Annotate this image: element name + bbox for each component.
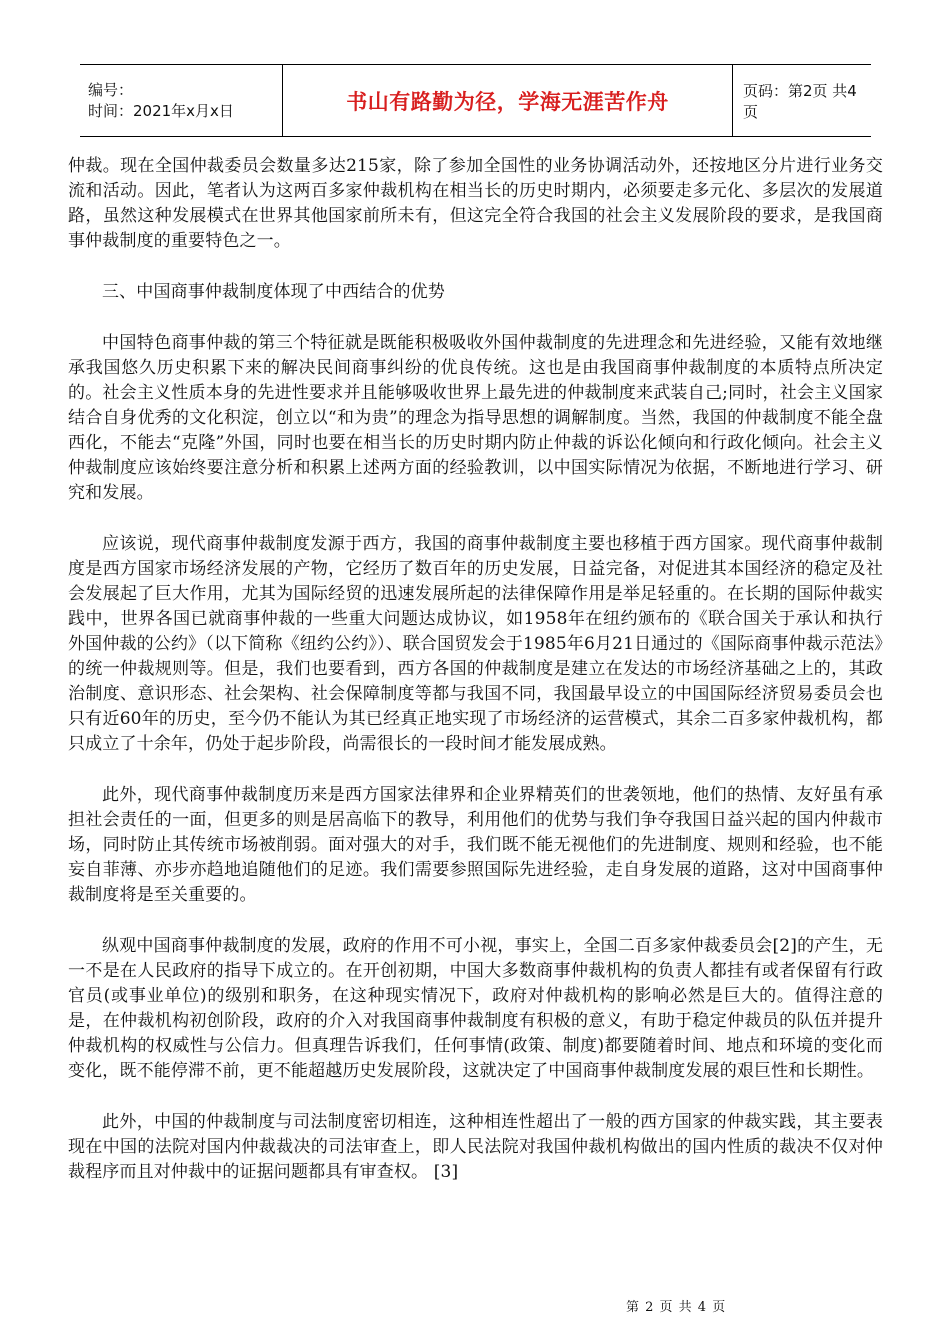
paragraph-1: 仲裁。现在全国仲裁委员会数量多达215家，除了参加全国性的业务协调活动外，还按地区分片进行业务交流和活动。因此，笔者认为这两百多家仲裁机构在相当长的历史时期内，必须要走多元化、多层次的发展道路，虽然这种发展模式在世界其他国家前所未有，但这完全符合我国的社会主义发展阶段的要求，是我国商事仲裁制度的重要特色之一。 [68, 156, 883, 251]
page-header [80, 64, 871, 137]
document-number-label: 编号： [88, 80, 134, 99]
page-footer: 第 2 页 共 4 页 [626, 1300, 727, 1315]
paragraph-7: 此外，中国的仲裁制度与司法制度密切相连，这种相连性超出了一般的西方国家的仲裁实践，其主要表现在中国的法院对国内仲裁裁决的司法审查上，即人民法院对我国仲裁机构做出的国内性质的裁决不仅对仲裁程序而且对仲裁中的证据问题都具有审查权。 [3] [68, 1112, 883, 1182]
header-page-info: 页码：第2页 共4页 [743, 81, 857, 121]
document-date-label: 时间：2021年x月x日 [88, 101, 234, 120]
paragraph-6: 纵观中国商事仲裁制度的发展，政府的作用不可小视，事实上，全国二百多家仲裁委员会[2]的产生，无一不是在人民政府的指导下成立的。在开创初期，中国大多数商事仲裁机构的负责人都挂有或者保留有行政官员(或事业单位)的级别和职务，在这种现实情况下，政府对仲裁机构的影响必然是巨大的。值得注意的是，在仲裁机构初创阶段，政府的介入对我国商事仲裁制度有积极的意义，有助于稳定仲裁员的队伍并提升仲裁机构的权威性与公信力。但真理告诉我们，任何事情(政策、制度)都要随着时间、地点和环境的变化而变化，既不能停滞不前，更不能超越历史发展阶段，这就决定了中国商事仲裁制度发展的艰巨性和长期性。 [68, 936, 883, 1081]
section-heading: 三、中国商事仲裁制度体现了中西结合的优势 [102, 282, 445, 302]
header-motto: 书山有路勤为径，学海无涯苦作舟 [283, 65, 733, 136]
paragraph-3: 中国特色商事仲裁的第三个特征就是既能积极吸收外国仲裁制度的先进理念和先进经验，又能有效地继承我国悠久历史积累下来的解决民间商事纠纷的优良传统。这也是由我国商事仲裁制度的本质特点所决定的。社会主义性质本身的先进性要求并且能够吸收世界上最先进的仲裁制度来武装自己;同时，社会主义国家结合自身优秀的文化积淀，创立以“和为贵”的理念为指导思想的调解制度。当然，我国的仲裁制度不能全盘西化，不能去“克隆”外国，同时也要在相当长的历史时期内防止仲裁的诉讼化倾向和行政化倾向。社会主义仲裁制度应该始终要注意分析和积累上述两方面的经验教训，以中国实际情况为依据，不断地进行学习、研究和发展。 [68, 333, 883, 503]
paragraph-4: 应该说，现代商事仲裁制度发源于西方，我国的商事仲裁制度主要也移植于西方国家。现代商事仲裁制度是西方国家市场经济发展的产物，它经历了数百年的历史发展，日益完备，对促进其本国经济的稳定及社会发展起了巨大作用，尤其为国际经贸的迅速发展所起的法律保障作用是举足轻重的。在长期的国际仲裁实践中，世界各国已就商事仲裁的一些重大问题达成协议，如1958年在纽约颁布的《联合国关于承认和执行外国仲裁的公约》（以下简称《纽约公约》）、联合国贸发会于1985年6月21日通过的《国际商事仲裁示范法》的统一仲裁规则等。但是，我们也要看到，西方各国的仲裁制度是建立在发达的市场经济基础之上的，其政治制度、意识形态、社会架构、社会保障制度等都与我国不同，我国最早设立的中国国际经济贸易委员会也只有近60年的历史，至今仍不能认为其已经真正地实现了市场经济的运营模式，其余二百多家仲裁机构，都只成立了十余年，仍处于起步阶段，尚需很长的一段时间才能发展成熟。 [68, 534, 883, 754]
document-body [68, 154, 883, 1211]
paragraph-5: 此外，现代商事仲裁制度历来是西方国家法律界和企业界精英们的世袭领地，他们的热情、友好虽有承担社会责任的一面，但更多的则是居高临下的教导，利用他们的优势与我们争夺我国日益兴起的国内仲裁市场，同时防止其传统市场被削弱。面对强大的对手，我们既不能无视他们的先进制度、规则和经验，也不能妄自菲薄、亦步亦趋地追随他们的足迹。我们需要参照国际先进经验，走自身发展的道路，这对中国商事仲裁制度将是至关重要的。 [68, 785, 883, 905]
header-meta [80, 65, 283, 136]
